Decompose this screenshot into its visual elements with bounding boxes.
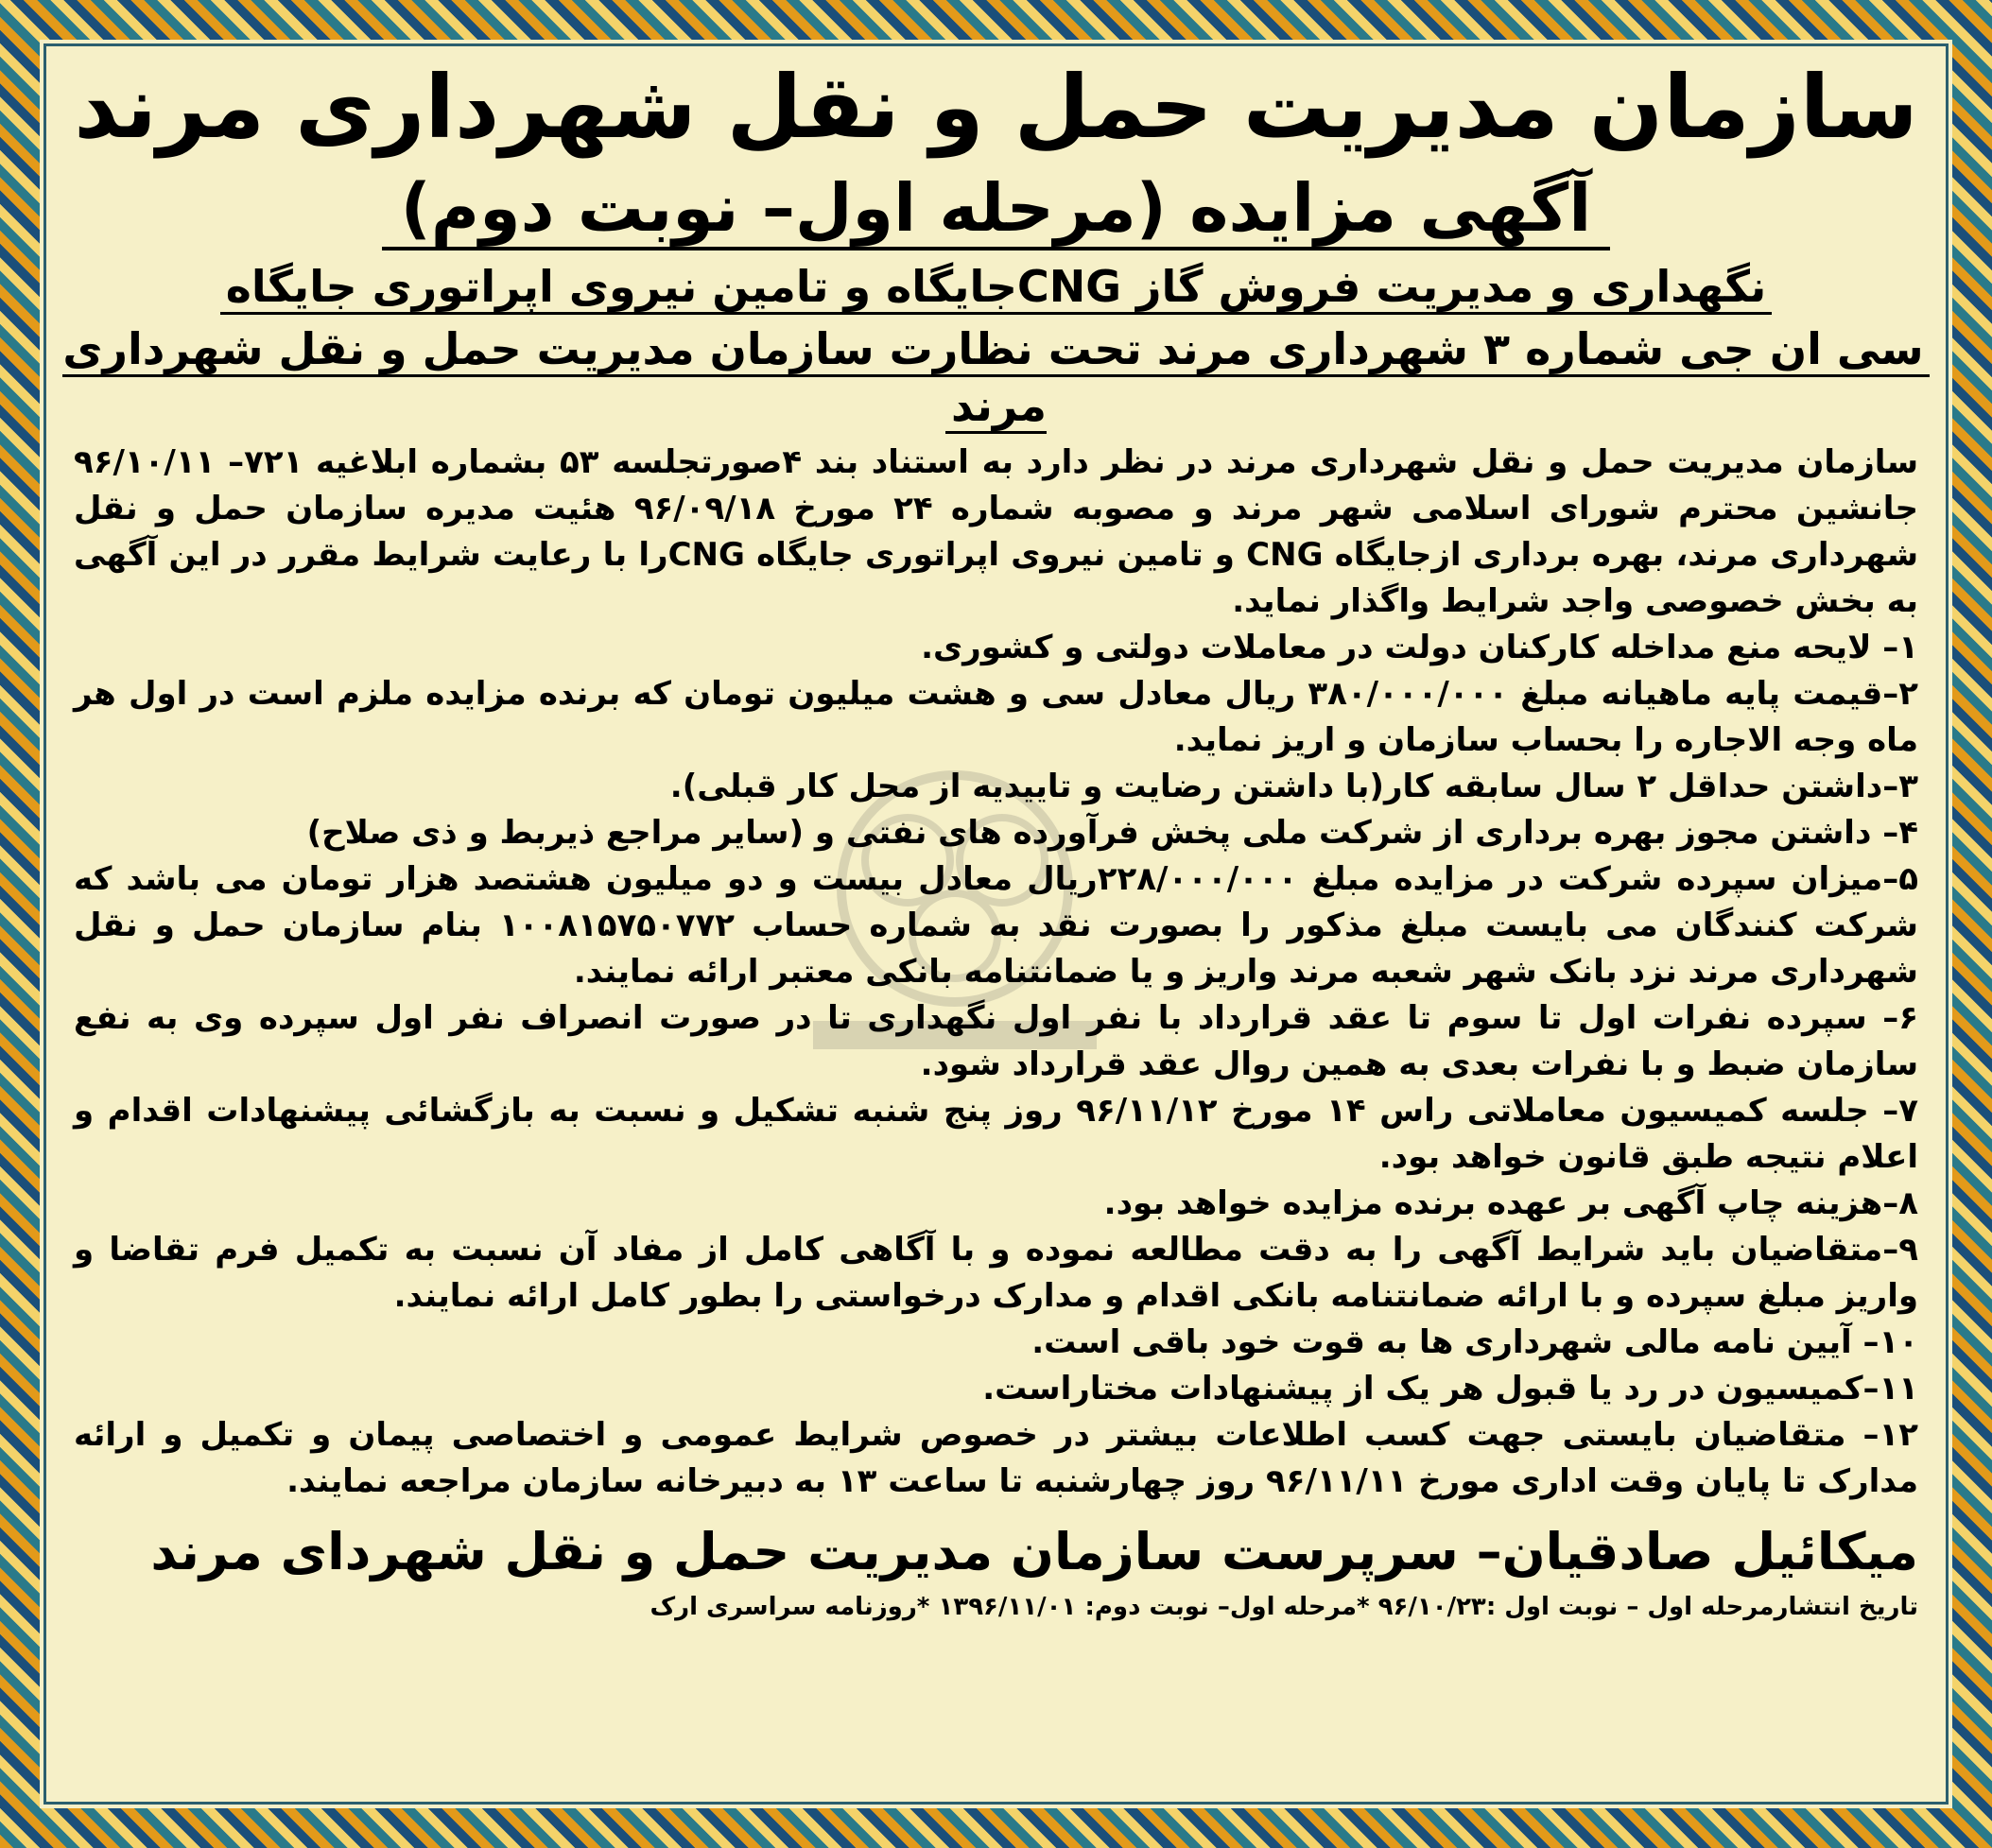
condition-item: ۹–متقاضیان باید شرایط آگهی را به دقت مطالعه نموده و با آگاهی کامل از مفاد آن نسبت به تکمیل فرم تقاضا و واریز مبلغ سپرده و با ارائه ضمانتنامه بانکی اقدام و مدارک درخواستی را بطور کامل ارائه نمایند. bbox=[74, 1231, 1918, 1315]
announcement-body bbox=[74, 440, 1918, 1505]
announcement bbox=[57, 52, 1935, 1791]
organization-title: سازمان مدیریت حمل و نقل شهرداری مرند bbox=[74, 57, 1918, 158]
subject-line-1 bbox=[57, 258, 1935, 315]
subject-line-2 bbox=[57, 320, 1935, 434]
condition-item: ۱۲– متقاضیان بایستی جهت کسب اطلاعات بیشتر در خصوص شرایط عمومی و اختصاصی پیمان و تکمیل و ارائه مدارک تا پایان وقت اداری مورخ ۹۶/۱۱/۱۱ روز چهارشنبه تا ساعت ۱۳ به دبیرخانه سازمان مراجعه نمایند. bbox=[74, 1416, 1918, 1500]
subject-line-2-text: سی ان جی شماره ۳ شهرداری مرند تحت نظارت سازمان مدیریت حمل و نقل شهرداری مرند bbox=[62, 323, 1929, 434]
intro-paragraph: سازمان مدیریت حمل و نقل شهرداری مرند در نظر دارد به استناد بند ۴صورتجلسه ۵۳ بشماره ابلاغیه ۷۲۱– ۹۶/۱۰/۱۱ جانشین محترم شورای اسلامی شهر مرند و مصوبه شماره ۲۴ مورخ ۹۶/۰۹/۱۸ هئیت مدیره سازمان حمل و نقل شهرداری مرند، بهره برداری ازجایگاه CNG و تامین نیروی اپراتوری جایگاه CNGرا با رعایت شرایط مقرر در این آگهی به بخش خصوصی واجد شرایط واگذار نماید. bbox=[74, 443, 1919, 620]
condition-item: ۶– سپرده نفرات اول تا سوم تا عقد قرارداد با نفر اول نگهداری تا در صورت انصراف نفر اول سپرده وی به نفع سازمان ضبط و با نفرات بعدی به همین روال عقد قرارداد شود. bbox=[74, 999, 1918, 1083]
publication-dates: تاریخ انتشارمرحله اول – نوبت اول :۹۶/۱۰/۲۳ *مرحله اول– نوبت دوم: ۱۳۹۶/۱۱/۰۱ *روزنامه سراسری ارک bbox=[650, 1593, 1918, 1621]
signature-line: میکائیل صادقیان– سرپرست سازمان مدیریت حمل و نقل شهردای مرند bbox=[150, 1522, 1918, 1581]
condition-item: ۲–قیمت پایه ماهیانه مبلغ ۳۸۰/۰۰۰/۰۰۰ ریال معادل سی و هشت میلیون تومان که برنده مزایده ملزم است در اول هر ماه وجه الاجاره را بحساب سازمان و اریز نماید. bbox=[74, 675, 1919, 759]
condition-item: ۱۱–کمیسیون در رد یا قبول هر یک از پیشنهادات مختاراست. bbox=[982, 1370, 1918, 1408]
condition-item: ۳–داشتن حداقل ۲ سال سابقه کار(با داشتن رضایت و تاییدیه از محل کار قبلی). bbox=[669, 768, 1918, 805]
condition-item: ۱۰– آیین نامه مالی شهرداری ها به قوت خود باقی است. bbox=[1031, 1323, 1918, 1361]
condition-item: ۱– لایحه منع مداخله کارکنان دولت در معاملات دولتی و کشوری. bbox=[921, 629, 1918, 666]
condition-item: ۴– داشتن مجوز بهره برداری از شرکت ملی پخش فرآورده های نفتی و (سایر مراجع ذیربط و ذی صلاح) bbox=[306, 814, 1918, 852]
condition-item: ۷– جلسه کمیسیون معاملاتی راس ۱۴ مورخ ۹۶/۱۱/۱۲ روز پنج شنبه تشکیل و نسبت به بازگشائی پیشنهادات اقدام و اعلام نتیجه طبق قانون خواهد بود. bbox=[74, 1092, 1919, 1176]
condition-item: ۵–میزان سپرده شرکت در مزایده مبلغ ۲۲۸/۰۰۰/۰۰۰ریال معادل بیست و دو میلیون هشتصد هزار تومان می باشد که شرکت کنندگان می بایست مبلغ مذکور را بصورت نقد به شماره حساب ۱۰۰۸۱۵۷۵۰۷۷۲ بنام سازمان حمل و نقل شهرداری مرند نزد بانک شهر شعبه مرند واریز و یا ضمانتنامه بانکی معتبر ارائه نمایند. bbox=[74, 860, 1919, 991]
auction-subtitle-text: آگهی مزایده (مرحله اول– نوبت دوم) bbox=[382, 169, 1610, 250]
auction-subtitle bbox=[57, 164, 1935, 252]
condition-item: ۸–هزینه چاپ آگهی بر عهده برنده مزایده خواهد بود. bbox=[1103, 1184, 1918, 1222]
subject-line-1-text: نگهداری و مدیریت فروش گاز CNGجایگاه و تامین نیروی اپراتوری جایگاه bbox=[220, 261, 1773, 315]
